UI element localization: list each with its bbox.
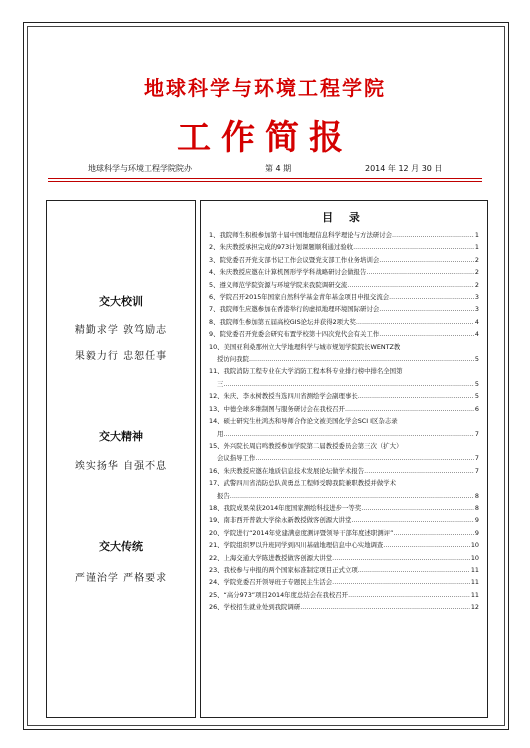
tradition-line: 严谨治学 严格要求 <box>74 573 168 584</box>
spirit-title: 交大精神 <box>99 430 143 443</box>
spirit-line: 竢实扬华 自强不息 <box>74 461 168 472</box>
toc-item[interactable]: 4、朱庆教授应邀在计算机图形学学科战略研讨会做报告 ..... 2 <box>209 266 479 278</box>
toc-item[interactable]: 21、学院组织罗以升班同学到四川基础地理信息中心实地调查 ..... 10 <box>209 539 479 551</box>
toc-item[interactable]: 10、美国亚利桑那州立大学地理科学与城市规划学院院长WENTZ教 授访问我院 ..... 5 <box>209 341 479 366</box>
toc-item[interactable]: 11、我院消防工程专业在大学消防工程本科专业排行榜中排名全国第 三 ..... 5 <box>209 365 479 390</box>
toc-item[interactable]: 9、院党委召开党委会研究布置学校第十四次党代会有关工作 ..... 4 <box>209 328 479 340</box>
toc-item[interactable]: 12、朱庆、李永树教授当选四川省测绘学会副理事长 ..... 5 <box>209 390 479 402</box>
table-of-contents <box>200 200 488 718</box>
toc-item[interactable]: 25、“高分973”项目2014年度总结会在我校召开 ..... 11 <box>209 589 479 601</box>
motto-title: 交大校训 <box>99 295 143 308</box>
toc-item[interactable]: 3、院党委召开党支部书记工作会议暨党支部工作业务培训会 ..... 2 <box>209 254 479 266</box>
toc-item[interactable]: 22、上海交通大学陈进教授做客创源大讲堂 ..... 10 <box>209 552 479 564</box>
college-name: 地球科学与环境工程学院 <box>144 76 386 100</box>
toc-item[interactable]: 16、朱庆教授应邀在地质信息技术发展论坛做学术报告 ..... 7 <box>209 465 479 477</box>
toc-item[interactable]: 2、朱庆教授承担完成的973计划课题顺利通过验收 ..... 1 <box>209 241 479 253</box>
toc-item[interactable]: 20、学院进行“2014年党建满意度测评暨领导干部年度述职测评” ..... 9 <box>209 527 479 539</box>
toc-item[interactable]: 17、武警四川省消防总队黄勇总工程师受聘我院兼职教授并做学术 报告 ..... 8 <box>209 477 479 502</box>
toc-item[interactable]: 15、外兴院长周启鸣教授参加学院第二届教授委员会第三次（扩大） 会议指导工作 ..... 7 <box>209 440 479 465</box>
toc-title: 目 录 <box>322 211 366 224</box>
toc-item[interactable]: 13、中德全球多维制图与服务研讨会在我校召开 ..... 6 <box>209 403 479 415</box>
motto-panel <box>46 200 196 718</box>
toc-item[interactable]: 14、硕士研究生杜鸿杰和导师合作论文被美国化学会SCI I区杂志录 用 ..... 7 <box>209 415 479 440</box>
toc-list <box>209 229 479 614</box>
toc-item[interactable]: 7、我院师生应邀参加在香港举行的虚拟地理环境国际研讨会 ..... 3 <box>209 303 479 315</box>
toc-item[interactable]: 19、南非西开普敦大学徐永新教授做客创源大讲堂 ..... 9 <box>209 514 479 526</box>
toc-item[interactable]: 26、学校招生就业处到我院调研 ..... 12 <box>209 601 479 613</box>
toc-item[interactable]: 5、遵义师范学院资源与环境学院来我院调研交流 ..... 2 <box>209 279 479 291</box>
header-rule-2 <box>48 181 482 182</box>
toc-item[interactable]: 24、学院党委召开领导班子专题民主生活会 ..... 11 <box>209 576 479 588</box>
header-rule <box>48 178 482 179</box>
toc-item[interactable]: 6、学院召开2015年国家自然科学基金青年基金项目申报交流会 ..... 3 <box>209 291 479 303</box>
issue-number: 第 4 期 <box>265 164 292 173</box>
motto-line: 精勤求学 敦笃励志 <box>74 325 168 336</box>
issuer: 地球科学与环境工程学院院办 <box>88 164 192 173</box>
toc-item[interactable]: 1、我院师生积极参加第十届中国地理信息科学理论与方法研讨会 ..... 1 <box>209 229 479 241</box>
toc-item[interactable]: 23、我校参与申报的两个国家标准制定项目正式立项 ..... 11 <box>209 564 479 576</box>
motto-line: 果毅力行 忠恕任事 <box>74 351 168 362</box>
newsletter-title: 工作简报 <box>177 118 353 158</box>
toc-item[interactable]: 18、我院成果荣获2014年度国家测绘科技进步一等奖 ..... 8 <box>209 502 479 514</box>
issue-date: 2014 年 12 月 30 日 <box>365 164 443 173</box>
tradition-title: 交大传统 <box>99 540 143 553</box>
toc-item[interactable]: 8、我院师生参加第五届高校GIS论坛并获得2项大奖 ..... 4 <box>209 316 479 328</box>
